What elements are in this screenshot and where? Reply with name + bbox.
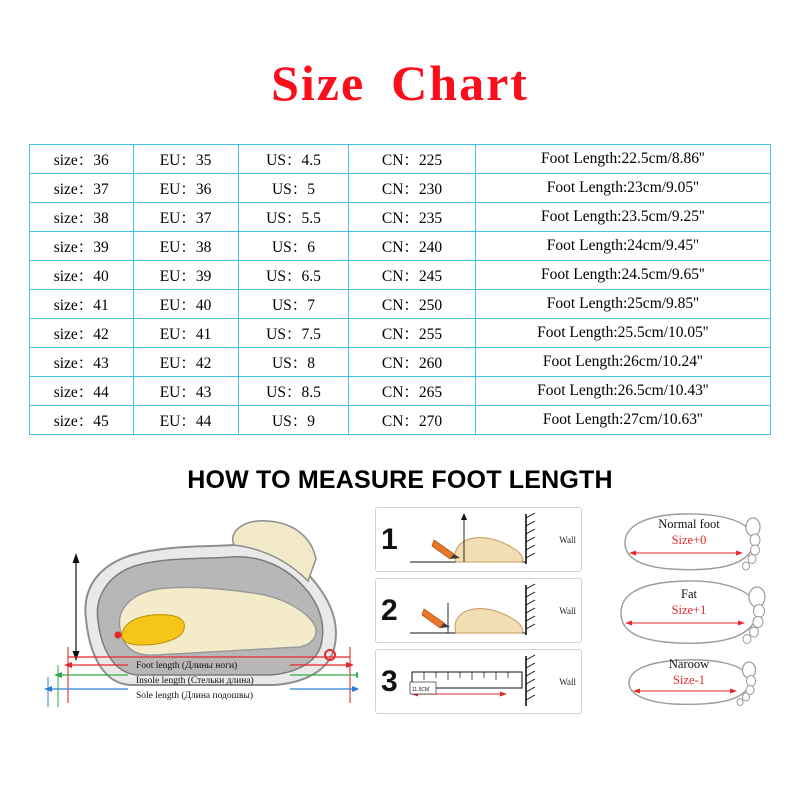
page-title-word-1: Size	[271, 55, 366, 111]
legend-sole-length: Sole length (Длина подошвы)	[136, 691, 254, 701]
step-3-ruler-value: 11.5CM	[412, 687, 430, 693]
cell-eu: EU：41	[133, 319, 238, 348]
size-table	[29, 144, 771, 435]
cell-us: US：8	[238, 348, 349, 377]
page-title	[0, 0, 800, 111]
cell-eu: EU：38	[133, 232, 238, 261]
cell-us: US：5.5	[238, 203, 349, 232]
step-3-illustration	[404, 652, 544, 710]
foot-type-narrow-label: Naroow	[668, 657, 710, 671]
cell-eu: EU：39	[133, 261, 238, 290]
cell-us: US：7.5	[238, 319, 349, 348]
foot-type-fat-label: Fat	[681, 587, 697, 601]
cell-eu: EU：37	[133, 203, 238, 232]
cell-eu: EU：40	[133, 290, 238, 319]
cell-cn: CN：240	[349, 232, 475, 261]
table-row	[30, 145, 771, 174]
foot-type-normal-size: Size+0	[671, 533, 707, 547]
cell-cn: CN：255	[349, 319, 475, 348]
foot-diagram-legend	[136, 659, 254, 704]
cell-us: US：9	[238, 406, 349, 435]
step-2-number: 2	[381, 593, 398, 627]
foot-type-narrow-size: Size-1	[673, 673, 705, 687]
cell-foot-length: Foot Length:26.5cm/10.43''	[475, 377, 770, 406]
table-row	[30, 290, 771, 319]
cell-foot-length: Foot Length:22.5cm/8.86''	[475, 145, 770, 174]
table-row	[30, 377, 771, 406]
cell-size: size：41	[30, 290, 134, 319]
cell-cn: CN：270	[349, 406, 475, 435]
cell-foot-length: Foot Length:24cm/9.45''	[475, 232, 770, 261]
cell-foot-length: Foot Length:27cm/10.63''	[475, 406, 770, 435]
cell-size: size：42	[30, 319, 134, 348]
cell-size: size：39	[30, 232, 134, 261]
foot-type-fat	[603, 577, 775, 647]
step-1-wall-label: Wall	[559, 534, 576, 545]
step-3	[375, 649, 582, 714]
step-3-wall-label: Wall	[559, 676, 576, 687]
cell-cn: CN：245	[349, 261, 475, 290]
cell-foot-length: Foot Length:24.5cm/9.65''	[475, 261, 770, 290]
step-1-number: 1	[381, 522, 398, 556]
step-1-illustration	[404, 510, 544, 568]
table-row	[30, 348, 771, 377]
step-2-wall-label: Wall	[559, 605, 576, 616]
table-row	[30, 261, 771, 290]
foot-type-narrow	[603, 647, 775, 717]
cell-foot-length: Foot Length:25.5cm/10.05''	[475, 319, 770, 348]
page-title-word-2: Chart	[391, 55, 529, 111]
table-row	[30, 203, 771, 232]
table-row	[30, 232, 771, 261]
measure-illustrations	[20, 507, 780, 732]
cell-eu: EU：36	[133, 174, 238, 203]
foot-type-panel	[603, 507, 778, 727]
cell-us: US：7	[238, 290, 349, 319]
cell-us: US：4.5	[238, 145, 349, 174]
step-1	[375, 507, 582, 572]
cell-us: US：6	[238, 232, 349, 261]
cell-size: size：45	[30, 406, 134, 435]
foot-type-normal	[603, 507, 775, 577]
cell-eu: EU：43	[133, 377, 238, 406]
step-2	[375, 578, 582, 643]
cell-cn: CN：230	[349, 174, 475, 203]
foot-type-normal-label: Normal foot	[658, 517, 720, 531]
foot-type-fat-size: Size+1	[671, 603, 707, 617]
cell-cn: CN：225	[349, 145, 475, 174]
step-2-illustration	[404, 581, 544, 639]
table-row	[30, 174, 771, 203]
cell-foot-length: Foot Length:25cm/9.85''	[475, 290, 770, 319]
cell-us: US：6.5	[238, 261, 349, 290]
cell-eu: EU：35	[133, 145, 238, 174]
cell-size: size：38	[30, 203, 134, 232]
measure-section-heading: HOW TO MEASURE FOOT LENGTH	[187, 466, 613, 494]
cell-size: size：44	[30, 377, 134, 406]
table-row	[30, 406, 771, 435]
cell-size: size：37	[30, 174, 134, 203]
cell-size: size：40	[30, 261, 134, 290]
cell-cn: CN：250	[349, 290, 475, 319]
legend-foot-length: Foot length (Длины ноги)	[136, 661, 238, 671]
cell-size: size：36	[30, 145, 134, 174]
cell-foot-length: Foot Length:26cm/10.24''	[475, 348, 770, 377]
cell-cn: CN：260	[349, 348, 475, 377]
cell-size: size：43	[30, 348, 134, 377]
cell-eu: EU：42	[133, 348, 238, 377]
cell-eu: EU：44	[133, 406, 238, 435]
size-table-wrapper	[29, 144, 771, 435]
step-3-number: 3	[381, 664, 398, 698]
cell-us: US：5	[238, 174, 349, 203]
cell-foot-length: Foot Length:23cm/9.05''	[475, 174, 770, 203]
table-row	[30, 319, 771, 348]
cell-foot-length: Foot Length:23.5cm/9.25''	[475, 203, 770, 232]
cell-us: US：8.5	[238, 377, 349, 406]
legend-insole-length: Insole length (Стельки длина)	[136, 676, 254, 686]
cell-cn: CN：265	[349, 377, 475, 406]
foot-length-diagram	[28, 507, 358, 725]
measure-steps	[375, 507, 585, 712]
cell-cn: CN：235	[349, 203, 475, 232]
